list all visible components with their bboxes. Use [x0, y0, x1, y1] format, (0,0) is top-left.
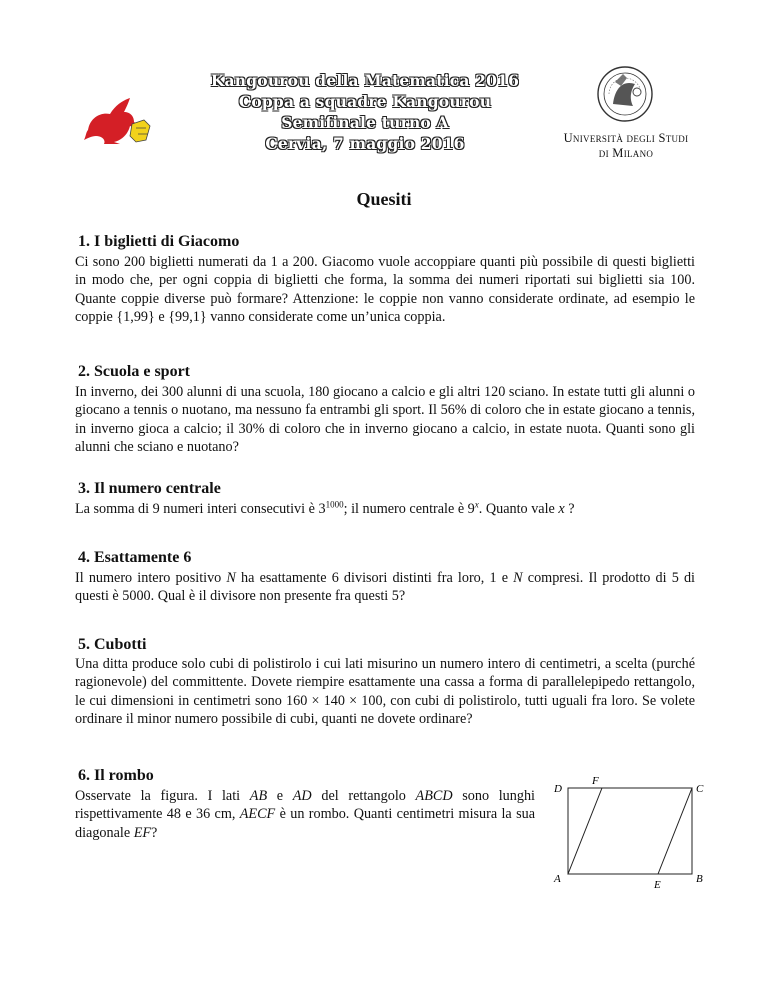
question-title: 1. I biglietti di Giacomo: [78, 233, 240, 250]
exponent: x: [474, 499, 479, 510]
label-D: D: [554, 783, 562, 795]
question-title: 4. Esattamente 6: [78, 549, 192, 566]
rhombus-AECF: [568, 788, 692, 874]
question-title: 3. Il numero centrale: [78, 480, 221, 497]
kangourou-logo: [80, 96, 154, 146]
question-text: La somma di 9 numeri interi consecutivi è $3^{1000}$; il numero centrale è 9$^x$. Quanto vale x ?: [75, 499, 575, 517]
label-A: A: [554, 873, 561, 885]
rectangle-ABCD: [568, 788, 692, 874]
university-line: Università degli Studi: [563, 131, 689, 145]
page-title: Quesiti: [356, 189, 412, 209]
question-text: In inverno, dei 300 alunni di una scuola, 180 giocano a calcio e gli altri 120 sciano. In estate tutti gli alunni o giocano a tennis o nuotano, ma nessuno fa entrambi gli sport. Il 56% di coloro che in estate giocano a tennis, in inverno gioca a calcio; il 30% di coloro che in inverno giocano a calcio, in estate nuota. Quanti sono gli alunni che sciano e nuotano?: [75, 384, 695, 456]
title-line: Cervia, 7 maggio 2016: [265, 134, 465, 153]
title-line: Semifinale turno A: [281, 113, 449, 132]
question-text: Il numero intero positivo N ha esattamente 6 divisori distinti fra loro, 1 e N compresi. Il prodotto di 5 di questi è 5000. Qual è il divisore non presente fra questi 5?: [75, 570, 695, 605]
university-line: di Milano: [598, 146, 654, 160]
question-text: Una ditta produce solo cubi di polistirolo i cui lati misurino un numero intero di centimetri, a scelta (purché ragionevole) del committente. Dovete riempire esattamente una cassa a forma di parallelepipedo rettangolo, le cui dimensioni in centimetri sono 160 × 140 × 100, con cubi di polistirolo, tutti uguali fra loro. Se volete ordinare il minor numero possibile di cubi, quanti ne dovete ordinare?: [75, 656, 695, 728]
competition-title: [200, 70, 530, 154]
label-E: E: [654, 879, 661, 891]
question-title: 2. Scuola e sport: [78, 363, 190, 380]
rhombus-figure: [548, 776, 708, 892]
title-line: Coppa a squadre Kangourou: [238, 92, 492, 111]
question-text: Osservate la figura. I lati AB e AD del rettangolo ABCD sono lunghi rispettivamente 48 e 36 cm, AECF è un rombo. Quanti centimetri misura la sua diagonale EF?: [75, 788, 535, 841]
label-B: B: [696, 873, 703, 885]
label-F: F: [592, 776, 599, 787]
label-C: C: [696, 783, 704, 795]
title-line: Kangourou della Matematica 2016: [210, 71, 520, 90]
university-name: [542, 131, 710, 161]
question-text: Ci sono 200 biglietti numerati da 1 a 200. Giacomo vuole accoppiare quanti più possibile di questi biglietti in modo che, per ogni coppia di biglietti che forma, la somma dei numeri riportati sui biglietti sia 100. Quante coppie diverse può formare? Attenzione: le coppie non vanno considerate ordinate, ad esempio le coppie {1,99} e {99,1} vanno considerate come un’unica coppia.: [75, 254, 695, 326]
exponent: 1000: [325, 499, 344, 510]
question-title: 5. Cubotti: [78, 636, 147, 653]
question-title: 6. Il rombo: [78, 767, 154, 784]
